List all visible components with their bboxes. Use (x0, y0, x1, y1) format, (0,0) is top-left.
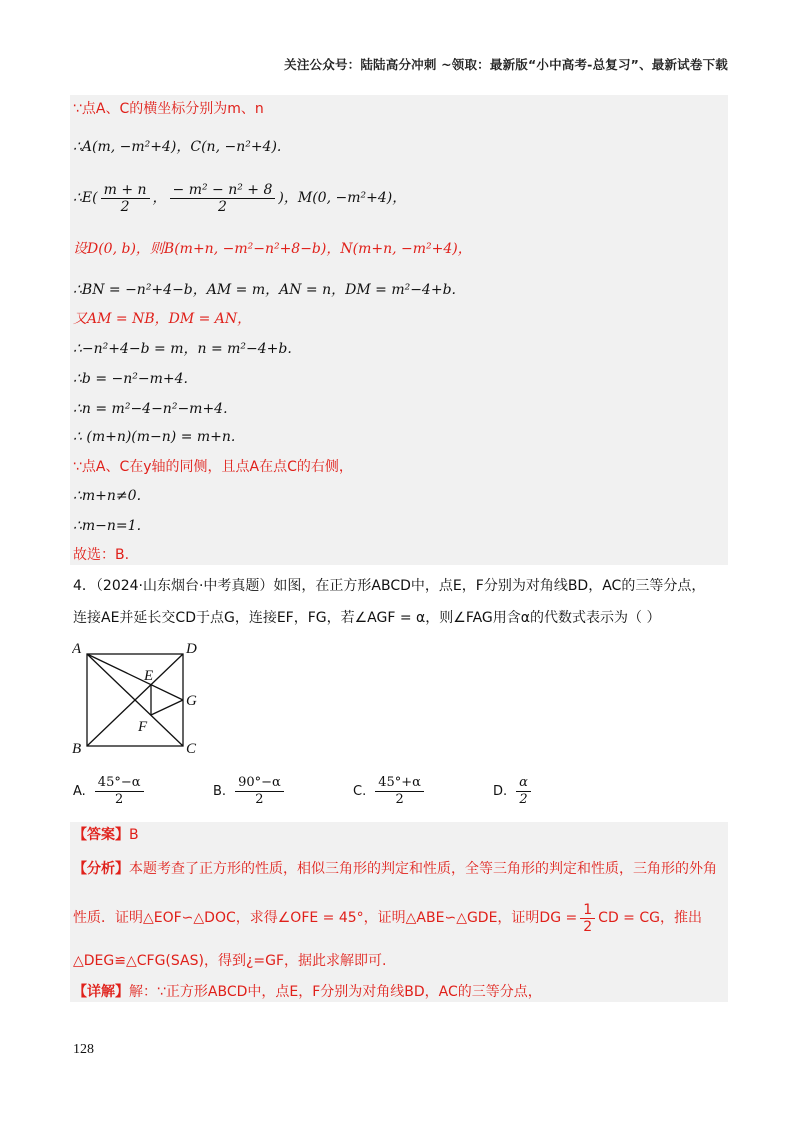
solution-shade (70, 95, 728, 565)
question-line-2: 连接AE并延长交CD于点G，连接EF，FG，若∠AGF = α，则∠FAG用含α的代数式表示为（ ） (73, 610, 661, 626)
e-x-fraction: $\frac{m + n}{2}$ (101, 182, 150, 215)
solution-line-6: 又AM = NB，DM = AN， (73, 311, 252, 327)
analysis-line-2: 性质．证明△EOF∽△DOC，求得∠OFE = 45°，证明△ABE∽△GDE，证明DG = $\frac{1}{2}$ CD = CG，推出 (73, 901, 702, 935)
answer-line: 【答案】B (73, 827, 139, 843)
e-point-tail: )，M(0, −m²+4)， (278, 190, 407, 206)
solution-line-3: ∴E( $\frac{m + n}{2}$ ， $\frac{\text{− m² − n² + 8}}{2}$ )，M(0, −m²+4)， (73, 181, 407, 215)
option-c[interactable]: C. $\frac{45^\circ+\alpha}{2}$ (353, 775, 427, 808)
label-e: E (144, 668, 154, 684)
label-g: G (186, 693, 197, 709)
solution-line-13: ∴m−n=1. (73, 518, 142, 534)
solution-line-1: ∵点A、C的横坐标分别为m、n (73, 101, 264, 117)
label-b: B (72, 741, 82, 757)
solution-line-5: ∴BN = −n²+4−b，AM = m，AN = n，DM = m²−4+b. (73, 282, 456, 298)
solution-line-4: 设D(0, b)，则B(m+n, −m²−n²+8−b)，N(m+n, −m²+4)， (73, 241, 472, 257)
detail-line: 【详解】解：∵正方形ABCD中，点E，F分别为对角线BD，AC的三等分点， (73, 984, 542, 1000)
page-header: 关注公众号：陆陆高分冲刺 ~领取：最新版“小中高考-总复习”、最新试卷下载 (284, 57, 728, 72)
solution-line-10: ∴ (m+n)(m−n) = m+n. (73, 429, 236, 445)
e-y-fraction: $\frac{\text{− m² − n² + 8}}{2}$ (170, 182, 276, 215)
line-ag (87, 654, 183, 700)
option-d[interactable]: D. $\frac{\alpha}{2}$ (493, 775, 534, 808)
page-number: 128 (73, 1042, 94, 1057)
solution-line-2: ∴A(m, −m²+4)，C(n, −n²+4). (73, 139, 282, 155)
option-a[interactable]: A. $\frac{45^\circ-\alpha}{2}$ (73, 775, 147, 808)
option-b[interactable]: B. $\frac{90^\circ-\alpha}{2}$ (213, 775, 287, 808)
solution-line-14: 故选：B. (73, 547, 130, 563)
label-d: D (186, 641, 197, 657)
e-point-prefix: ∴E( (73, 190, 98, 206)
solution-line-9: ∴n = m²−4−n²−m+4. (73, 401, 228, 417)
solution-line-12: ∴m+n≠0. (73, 488, 142, 504)
label-f: F (138, 719, 148, 735)
solution-line-7: ∴−n²+4−b = m，n = m²−4+b. (73, 341, 292, 357)
label-a: A (72, 641, 82, 657)
analysis-line-1: 【分析】本题考查了正方形的性质，相似三角形的判定和性质，全等三角形的判定和性质，三角形的外角 (73, 861, 717, 877)
solution-line-11: ∵点A、C在y轴的同侧，且点A在点C的右侧， (73, 459, 353, 475)
question-line-1: 4．（2024·山东烟台·中考真题）如图，在正方形ABCD中，点E，F分别为对角线BD，AC的三等分点， (73, 578, 706, 594)
analysis-line-3: △DEG≌△CFG(SAS)，得到¿=GF，据此求解即可. (73, 953, 387, 969)
square-figure (72, 640, 212, 760)
segment-fg (151, 700, 183, 715)
solution-line-8: ∴b = −n²−m+4. (73, 371, 188, 387)
label-c: C (186, 741, 197, 757)
